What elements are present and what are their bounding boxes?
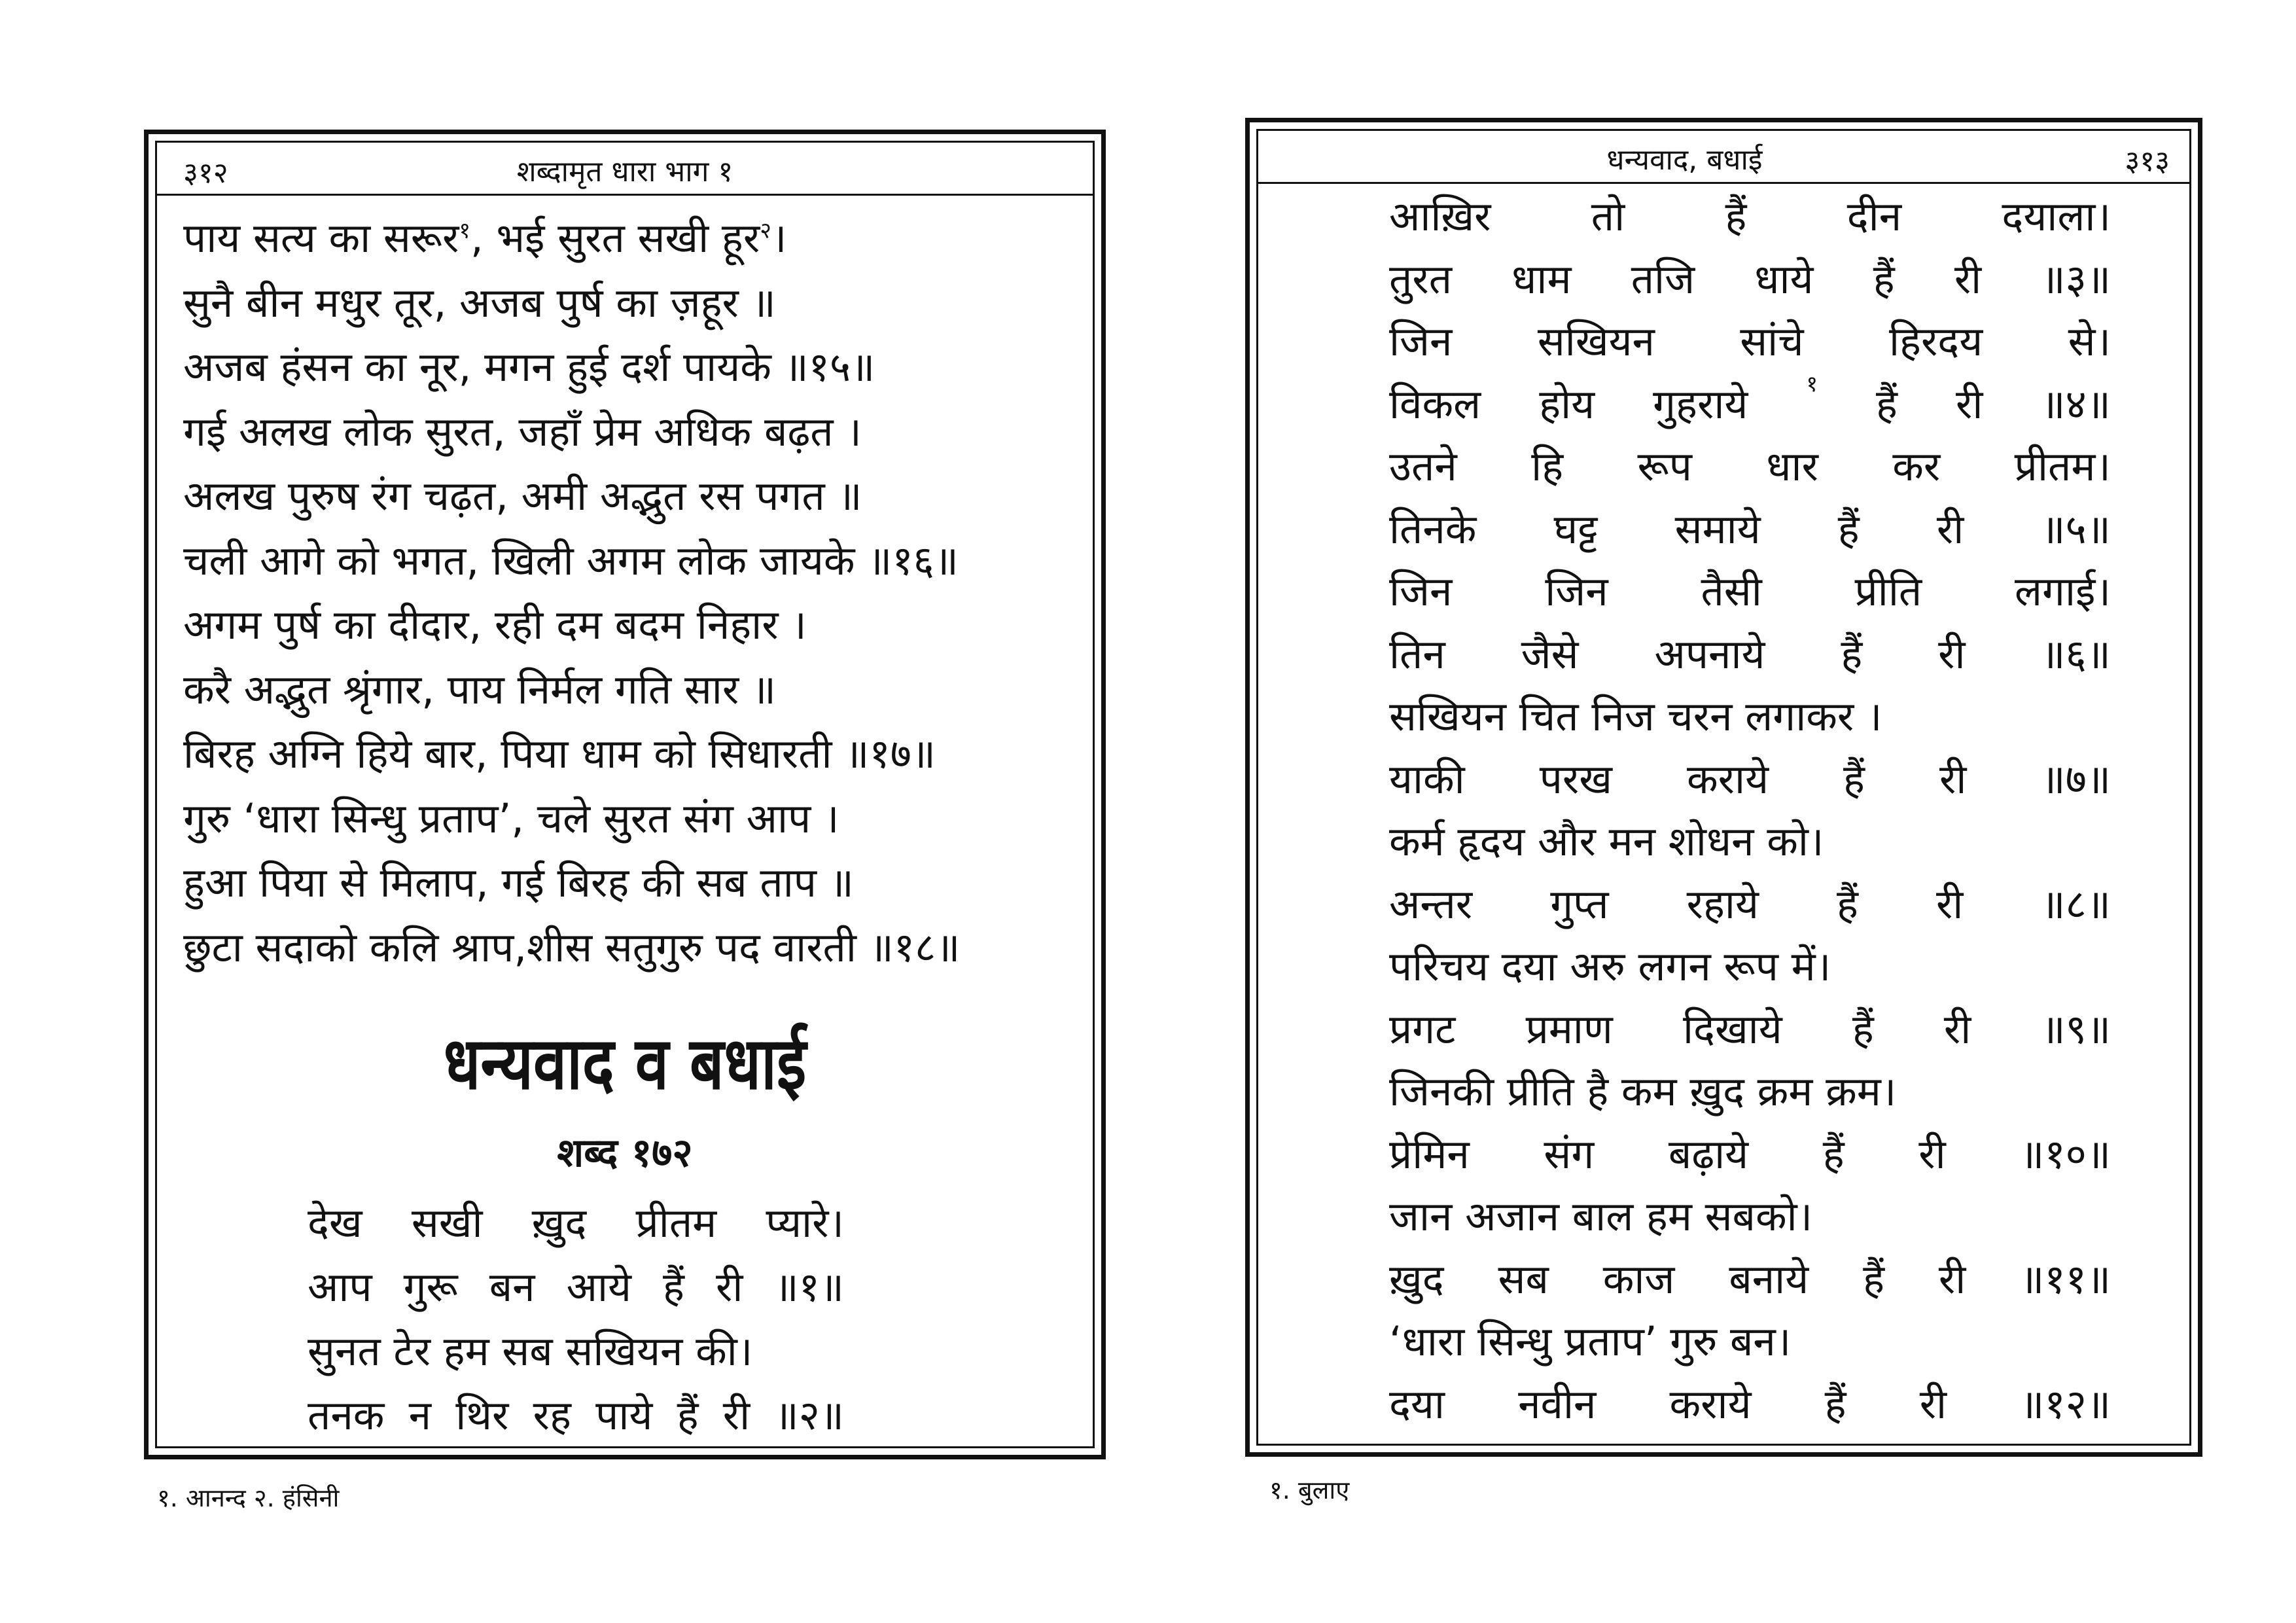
couplet-word: न xyxy=(408,1391,432,1439)
couplet-word: हैं xyxy=(1852,1005,1874,1053)
verse-line xyxy=(183,214,1080,262)
verse-text: गुरु ‘धारा सिन्धु प्रताप’, चले सुरत संग आप । xyxy=(183,794,839,842)
couplet-word: री xyxy=(1938,630,1966,678)
verse-number: ॥१॥ xyxy=(774,1263,844,1311)
left-page-number: ३१२ xyxy=(183,156,228,190)
couplet-line xyxy=(1389,817,2111,865)
couplet-words xyxy=(1389,1317,2111,1365)
left-page xyxy=(144,130,1106,1459)
couplet-word: री xyxy=(716,1263,743,1311)
verse-line xyxy=(183,601,1080,649)
couplet-word: तो xyxy=(1591,192,1625,240)
couplet-word: काज xyxy=(1602,1255,1675,1303)
couplet-word: धाये xyxy=(1754,255,1814,303)
shabd-label: शब्द १७२ xyxy=(557,1130,693,1176)
couplet-word: री xyxy=(1955,380,1983,428)
couplet-word: गुहराये xyxy=(1653,380,1748,428)
couplet-word: री xyxy=(1936,505,1964,553)
verse-text: अलख पुरुष रंग चढ़त, अमी अद्भुत रस पगत ॥ xyxy=(183,472,862,520)
couplet-word: कर्म हृदय और मन शोधन को। xyxy=(1389,817,1824,865)
couplet-word: बनाये xyxy=(1729,1255,1809,1303)
couplet-words xyxy=(308,1263,844,1311)
couplet-word: सखी xyxy=(411,1199,483,1247)
couplet-line xyxy=(1389,1317,2111,1365)
left-page-inner-border xyxy=(155,141,1095,1448)
couplet-word: सब xyxy=(1498,1255,1549,1303)
verse-text: अगम पुर्ष का दीदार, रही दम बदम निहार । xyxy=(183,601,807,649)
couplet-word: री xyxy=(1938,1255,1966,1303)
couplet-words xyxy=(1389,817,2111,865)
couplet-line xyxy=(1389,317,2111,365)
couplet-word: रहाये xyxy=(1686,880,1759,928)
couplet-word: जिन xyxy=(1389,567,1453,615)
couplet-line xyxy=(1389,1067,2111,1115)
verse-text: करै अद्भुत श्रृंगार, पाय निर्मल गति सार ॥ xyxy=(183,665,777,713)
couplet-words xyxy=(1389,1255,2111,1303)
verse-text: अजब हंसन का नूर, मगन हुई दर्श पायके ॥१५॥ xyxy=(183,343,875,391)
verse-line xyxy=(183,278,1080,327)
couplet-word: घट्ट xyxy=(1553,505,1598,553)
couplet-words xyxy=(308,1391,844,1439)
couplet-word: दीन xyxy=(1846,192,1902,240)
verse-line xyxy=(183,923,1080,971)
couplet-word: प्रगट xyxy=(1389,1005,1456,1053)
couplet-words xyxy=(308,1199,844,1247)
couplet-line xyxy=(1389,505,2111,553)
couplet-word: हैं xyxy=(663,1263,684,1311)
couplet-word: संग xyxy=(1544,1130,1595,1178)
verse-text: हुआ पिया से मिलाप, गई बिरह की सब ताप ॥ xyxy=(183,859,854,906)
right-footnote: १. बुलाए xyxy=(1269,1476,1350,1505)
verse-line xyxy=(183,794,1080,842)
couplet-words xyxy=(308,1327,844,1375)
couplet-word: हैं xyxy=(1876,380,1898,428)
couplet-word: री xyxy=(722,1391,751,1439)
couplet-word: हि xyxy=(1531,442,1564,490)
couplet-words xyxy=(1389,755,2111,803)
verse-line xyxy=(183,859,1080,906)
couplet-word: देख xyxy=(308,1199,362,1247)
couplet-word: हैं xyxy=(1836,880,1858,928)
verse-number: ॥८॥ xyxy=(2041,880,2111,928)
verse-text: छुटा सदाको कलि श्राप,शीस सतुगुरु पद वारती ॥१८॥ xyxy=(183,923,961,971)
couplet-words xyxy=(1389,1130,2111,1178)
couplet-word: बन xyxy=(489,1263,535,1311)
section-title: धन्यवाद व बधाई xyxy=(443,1022,807,1106)
couplet-line xyxy=(1389,567,2111,615)
couplet-words xyxy=(1389,317,2111,365)
couplet-word: री xyxy=(1919,1380,1947,1428)
couplet-word: री xyxy=(1943,1005,1971,1053)
couplet-line xyxy=(1389,880,2111,928)
footnote-marker: १ xyxy=(1806,370,1818,397)
couplet-words xyxy=(1389,1380,2111,1428)
couplet-words xyxy=(1389,567,2111,615)
couplet-word: कराये xyxy=(1687,755,1769,803)
couplet-word: प्रमाण xyxy=(1525,1005,1613,1053)
verse-number: ॥५॥ xyxy=(2041,505,2111,553)
right-page-number: ३१३ xyxy=(2125,145,2170,178)
couplet-word: तुरत xyxy=(1389,255,1453,303)
couplet-line xyxy=(1389,630,2111,678)
couplet-word: ‘धारा सिन्धु प्रताप’ गुरु बन। xyxy=(1389,1317,1792,1365)
couplet-line xyxy=(1389,442,2111,490)
verse-text: , भई सुरत सखी हूर xyxy=(470,214,760,262)
couplet-word: प्रीतम। xyxy=(2014,442,2111,490)
couplet-word: प्रीतम xyxy=(635,1199,717,1247)
couplet-word: कराये xyxy=(1669,1380,1752,1428)
couplet-line xyxy=(308,1327,844,1375)
couplet-word: धाम xyxy=(1511,255,1572,303)
couplet-word: हैं xyxy=(677,1391,699,1439)
verse-number: ॥३॥ xyxy=(2041,255,2111,303)
couplet-word: बढ़ाये xyxy=(1668,1130,1749,1178)
couplet-word: हैं xyxy=(1824,1380,1846,1428)
couplet-word: हैं xyxy=(1837,505,1860,553)
couplet-words xyxy=(1389,692,2111,740)
couplet-word: हैं xyxy=(1841,630,1863,678)
couplet-line xyxy=(1389,942,2111,990)
couplet-word: सखियन चित निज चरन लगाकर । xyxy=(1389,692,1882,740)
left-page-header xyxy=(157,143,1093,196)
couplet-word: सखियन xyxy=(1537,317,1655,365)
couplet-word: पाये xyxy=(595,1391,653,1439)
couplet-word: तैसी xyxy=(1701,567,1762,615)
couplet-words xyxy=(1389,942,2111,990)
verse-text: सुनै बीन मधुर तूर, अजब पुर्ष का ज़हूर ॥ xyxy=(183,278,776,327)
couplet-word: रह xyxy=(533,1391,571,1439)
couplet-word: प्रीति xyxy=(1854,567,1922,615)
verse-line xyxy=(183,730,1080,777)
couplet-word: परिचय दया अरु लगन रूप में। xyxy=(1389,942,1831,990)
couplet-word: सुनत टेर हम सब सखियन की। xyxy=(308,1327,753,1375)
couplet-word: रूप xyxy=(1637,442,1692,490)
verse-number: ॥२॥ xyxy=(774,1391,844,1439)
couplet-word: आये xyxy=(566,1263,631,1311)
couplet-word: दयाला। xyxy=(2002,192,2111,240)
couplet-word: तिनके xyxy=(1389,505,1477,553)
couplet-line xyxy=(1389,1005,2111,1053)
left-footnote: १. आनन्द २. हंसिनी xyxy=(157,1484,340,1512)
footnote-marker: २ xyxy=(760,217,771,244)
couplet-word: लगाई। xyxy=(2015,567,2111,615)
couplet-words xyxy=(1389,255,2111,303)
right-page-header xyxy=(1258,131,2189,184)
couplet-line xyxy=(1389,755,2111,803)
right-page xyxy=(1245,118,2202,1457)
couplet-line xyxy=(308,1199,844,1247)
couplet-word: ख़ुद xyxy=(531,1199,587,1247)
couplet-words xyxy=(1389,192,2111,240)
couplet-word: अन्तर xyxy=(1389,880,1473,928)
couplet-word: तजि xyxy=(1631,255,1695,303)
couplet-word: होय xyxy=(1539,380,1595,428)
couplet-word: से। xyxy=(2068,317,2111,365)
couplet-word: धार xyxy=(1766,442,1818,490)
couplet-words xyxy=(1389,1005,2111,1053)
couplet-word: तिन xyxy=(1389,630,1445,678)
couplet-word: परख xyxy=(1539,755,1613,803)
verse-text: बिरह अग्नि हिये बार, पिया धाम को सिधारती ॥१७॥ xyxy=(183,730,936,777)
couplet-word: री xyxy=(1954,255,1982,303)
verse-number: ॥१०॥ xyxy=(2020,1130,2111,1178)
couplet-words xyxy=(1389,505,2111,553)
couplet-word: आख़िर xyxy=(1389,192,1491,240)
verse-line xyxy=(183,536,1080,584)
couplet-word: तनक xyxy=(308,1391,385,1439)
verse-number: ॥७॥ xyxy=(2041,755,2111,803)
right-page-inner-border xyxy=(1256,129,2191,1446)
couplet-word: गुप्त xyxy=(1550,880,1609,928)
couplet-words xyxy=(1389,442,2111,490)
couplet-word: हैं xyxy=(1863,1255,1884,1303)
verse-number: ॥९॥ xyxy=(2041,1005,2111,1053)
couplet-line xyxy=(1389,255,2111,303)
couplet-words xyxy=(1389,370,2111,428)
couplet-words xyxy=(1389,1067,2111,1115)
couplet-word: आप xyxy=(308,1263,372,1311)
couplet-words xyxy=(1389,1192,2111,1240)
couplet-word: हैं xyxy=(1725,192,1747,240)
verse-text: गई अलख लोक सुरत, जहाँ प्रेम अधिक बढ़त । xyxy=(183,407,862,455)
couplet-word: जिनकी प्रीति है कम ख़ुद क्रम क्रम। xyxy=(1389,1067,1897,1115)
couplet-word: नवीन xyxy=(1518,1380,1597,1428)
couplet-word: हैं xyxy=(1822,1130,1845,1178)
couplet-line xyxy=(1389,370,2111,428)
verse-line xyxy=(183,343,1080,391)
couplet-word: ख़ुद xyxy=(1389,1255,1444,1303)
couplet-word: अपनाये xyxy=(1654,630,1765,678)
couplet-word: प्यारे। xyxy=(766,1199,844,1247)
couplet-word: री xyxy=(1918,1130,1946,1178)
couplet-word: जान अजान बाल हम सबको। xyxy=(1389,1192,1813,1240)
footnote-marker: १ xyxy=(459,217,471,244)
right-page-header-title: धन्यवाद, बधाई xyxy=(1606,143,1763,177)
couplet-word: री xyxy=(1939,755,1967,803)
couplet-line xyxy=(1389,192,2111,240)
couplet-word: थिर xyxy=(455,1391,509,1439)
couplet-word: याकी xyxy=(1389,755,1465,803)
couplet-word: गुरू xyxy=(403,1263,458,1311)
couplet-words xyxy=(1389,630,2111,678)
couplet-line xyxy=(1389,1255,2111,1303)
verse-line xyxy=(183,665,1080,713)
verse-text: । xyxy=(771,214,787,262)
verse-number: ॥४॥ xyxy=(2041,380,2111,428)
verse-text: चली आगे को भगत, खिली अगम लोक जायके ॥१६॥ xyxy=(183,536,959,584)
left-page-header-title: शब्दामृत धारा भाग १ xyxy=(516,155,733,188)
verse-number: ॥१२॥ xyxy=(2020,1380,2111,1428)
couplet-line xyxy=(1389,1130,2111,1178)
couplet-word: हैं xyxy=(1873,255,1895,303)
couplet-line xyxy=(1389,1192,2111,1240)
couplet-words xyxy=(1389,880,2111,928)
couplet-line xyxy=(1389,1380,2111,1428)
verse-text: पाय सत्य का सरूर xyxy=(183,214,459,262)
couplet-word: जिन xyxy=(1389,317,1453,365)
couplet-word: जिन xyxy=(1545,567,1608,615)
verse-number: ॥६॥ xyxy=(2041,630,2111,678)
couplet-word: उतने xyxy=(1389,442,1457,490)
verse-line xyxy=(183,472,1080,520)
couplet-word: विकल xyxy=(1389,380,1481,428)
couplet-word: कर xyxy=(1892,442,1941,490)
couplet-word: री xyxy=(1935,880,1964,928)
couplet-word: दिखाये xyxy=(1682,1005,1782,1053)
couplet-word: हैं xyxy=(1843,755,1865,803)
couplet-word: समाये xyxy=(1674,505,1761,553)
couplet-line xyxy=(308,1263,844,1311)
verse-line xyxy=(183,407,1080,455)
couplet-word: दया xyxy=(1389,1380,1445,1428)
verse-number: ॥११॥ xyxy=(2020,1255,2111,1303)
couplet-word: सांचे xyxy=(1740,317,1804,365)
couplet-line xyxy=(308,1391,844,1439)
couplet-word: जैसे xyxy=(1521,630,1579,678)
couplet-word: प्रेमिन xyxy=(1389,1130,1470,1178)
couplet-line xyxy=(1389,692,2111,740)
couplet-word: हिरदय xyxy=(1888,317,1983,365)
